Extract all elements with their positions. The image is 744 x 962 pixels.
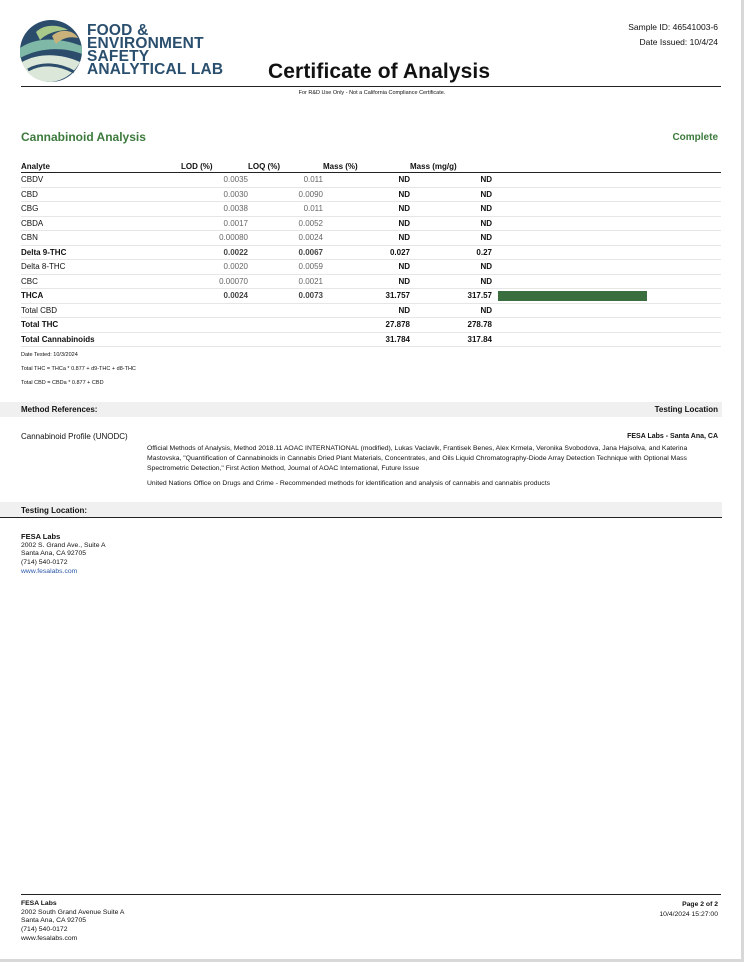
mass-pct-cell: ND	[323, 202, 410, 217]
testing-location-header	[0, 502, 722, 517]
lod-cell: 0.00080	[181, 231, 248, 246]
table-row	[21, 245, 721, 260]
sample-info	[628, 20, 718, 50]
bar-cell	[492, 274, 721, 289]
status-badge: Complete	[672, 132, 718, 143]
table-row	[21, 202, 721, 217]
table-row	[21, 303, 721, 318]
table-row	[21, 332, 721, 347]
method-name: Cannabinoid Profile (UNODC)	[21, 432, 128, 441]
lod-cell: 0.0020	[181, 260, 248, 275]
analyte-cell: Total CBD	[21, 303, 181, 318]
mass-pct-cell: ND	[323, 260, 410, 275]
lab-logo-icon	[18, 18, 84, 84]
bar-cell	[492, 260, 721, 275]
lab-phone: (714) 540-0172	[21, 559, 68, 567]
bar-cell	[492, 216, 721, 231]
total-thc-formula: Total THC = THCa * 0.877 + d9-THC + d8-THC	[21, 366, 136, 372]
table-row	[21, 274, 721, 289]
loq-cell: 0.0090	[248, 187, 323, 202]
testing-location-heading: Testing Location:	[21, 506, 88, 515]
loq-cell: 0.0067	[248, 245, 323, 260]
logo-wordmark	[87, 24, 223, 76]
table-row	[21, 187, 721, 202]
bar-cell	[492, 173, 721, 188]
analyte-cell: CBD	[21, 187, 181, 202]
mass-mg-cell: 317.57	[410, 289, 492, 304]
page-title: Certificate of Analysis	[268, 60, 491, 83]
analyte-cell: CBDA	[21, 216, 181, 231]
analyte-cell: Delta 8-THC	[21, 260, 181, 275]
lod-cell: 0.0035	[181, 173, 248, 188]
bar-cell	[492, 332, 721, 347]
mass-pct-cell: 31.784	[323, 332, 410, 347]
analyte-cell: CBC	[21, 274, 181, 289]
bar-cell	[492, 202, 721, 217]
concentration-bar	[498, 291, 647, 301]
mass-pct-cell: ND	[323, 216, 410, 231]
mass-pct-cell: ND	[323, 274, 410, 289]
method-references-header	[0, 402, 722, 417]
logo-line: FOOD &	[87, 22, 149, 39]
page-number: Page 2 of 2	[682, 901, 718, 908]
lab-address-line2: Santa Ana, CA 92705	[21, 550, 87, 558]
logo-line: SAFETY	[87, 48, 150, 65]
print-timestamp: 10/4/2024 15:27:00	[659, 911, 718, 918]
method-location: FESA Labs - Santa Ana, CA	[627, 433, 718, 440]
footer-address-line1: 2002 South Grand Avenue Suite A	[21, 908, 125, 916]
lod-cell: 0.0024	[181, 289, 248, 304]
mass-mg-cell: 317.84	[410, 332, 492, 347]
method-references-label: Method References:	[21, 405, 98, 414]
loq-cell: 0.0024	[248, 231, 323, 246]
mass-mg-cell: ND	[410, 173, 492, 188]
column-header: Analyte	[21, 160, 181, 173]
mass-mg-cell: ND	[410, 216, 492, 231]
loq-cell	[248, 318, 323, 333]
mass-mg-cell: ND	[410, 274, 492, 289]
footer-address	[21, 900, 124, 944]
analyte-cell: Delta 9-THC	[21, 245, 181, 260]
footer-divider	[21, 894, 721, 895]
mass-pct-cell: 31.757	[323, 289, 410, 304]
analyte-cell: THCA	[21, 289, 181, 304]
lod-cell: 0.0038	[181, 202, 248, 217]
date-tested: Date Tested: 10/3/2024	[21, 352, 78, 358]
loq-cell: 0.0021	[248, 274, 323, 289]
mass-mg-cell: 278.78	[410, 318, 492, 333]
lod-cell	[181, 303, 248, 318]
loq-cell: 0.011	[248, 173, 323, 188]
table-body	[21, 173, 721, 347]
mass-mg-cell: 0.27	[410, 245, 492, 260]
loq-cell: 0.0059	[248, 260, 323, 275]
analyte-cell: CBG	[21, 202, 181, 217]
lab-address-line1: 2002 S. Grand Ave., Suite A	[21, 541, 106, 549]
sample-id: Sample ID: 46541003-6	[628, 22, 718, 32]
section-title: Cannabinoid Analysis	[21, 130, 146, 144]
loq-cell: 0.0073	[248, 289, 323, 304]
mass-mg-cell: ND	[410, 260, 492, 275]
analyte-cell: CBN	[21, 231, 181, 246]
mass-mg-cell: ND	[410, 303, 492, 318]
compliance-note: For R&D Use Only - Not a California Compliance Certificate.	[298, 90, 446, 96]
table-header-row	[21, 160, 721, 173]
column-header: LOQ (%)	[248, 160, 323, 173]
table-row	[21, 173, 721, 188]
testing-location-divider	[0, 517, 722, 518]
lod-cell: 0.0030	[181, 187, 248, 202]
lod-cell	[181, 318, 248, 333]
bar-cell	[492, 318, 721, 333]
mass-pct-cell: ND	[323, 303, 410, 318]
footer-address-line2: Santa Ana, CA 92705	[21, 917, 87, 925]
analyte-cell: Total THC	[21, 318, 181, 333]
table-row	[21, 260, 721, 275]
bar-cell	[492, 231, 721, 246]
lod-cell: 0.0017	[181, 216, 248, 231]
lod-cell: 0.00070	[181, 274, 248, 289]
mass-mg-cell: ND	[410, 202, 492, 217]
lab-address-block	[21, 533, 106, 577]
loq-cell: 0.0052	[248, 216, 323, 231]
mass-pct-cell: ND	[323, 231, 410, 246]
bar-column-header	[492, 160, 721, 173]
bar-cell	[492, 187, 721, 202]
bar-cell	[492, 245, 721, 260]
date-issued: Date Issued: 10/4/24	[639, 37, 718, 47]
header-divider	[21, 86, 721, 87]
table-row	[21, 216, 721, 231]
table-row	[21, 318, 721, 333]
analyte-cell: CBDV	[21, 173, 181, 188]
mass-pct-cell: 27.878	[323, 318, 410, 333]
lod-cell	[181, 332, 248, 347]
mass-mg-cell: ND	[410, 231, 492, 246]
analyte-cell: Total Cannabinoids	[21, 332, 181, 347]
loq-cell	[248, 303, 323, 318]
bar-cell	[492, 289, 721, 304]
lab-website-link[interactable]: www.fesalabs.com	[21, 567, 78, 575]
lab-name: FESA Labs	[21, 532, 61, 541]
total-cbd-formula: Total CBD = CBDa * 0.877 + CBD	[21, 380, 104, 386]
table-row	[21, 289, 721, 304]
loq-cell: 0.011	[248, 202, 323, 217]
footer-lab-name: FESA Labs	[21, 900, 57, 907]
method-reference-aoac: Official Methods of Analysis, Method 2018.11 AOAC INTERNATIONAL (modified), Lukas Vaclavik, Frantisek Benes, Alex Krmela, Veronika Svobodova, Jana Hajsolva, and Katerina Mastovska, "Quantification of Cannabinoids in Cannabis Dried Plant Materials, Concentrates, and Oils Liquid Chromatography-Diode Array Detection Technique with Optional Mass Spectrometric Detection," First Action Method, Journal of AOAC International, Future Issue	[147, 445, 688, 472]
lod-cell: 0.0022	[181, 245, 248, 260]
footer-phone: (714) 540-0172	[21, 926, 68, 934]
mass-pct-cell: ND	[323, 187, 410, 202]
loq-cell	[248, 332, 323, 347]
testing-location-label: Testing Location	[654, 405, 718, 414]
footer-website: www.fesalabs.com	[21, 934, 78, 942]
table-row	[21, 231, 721, 246]
method-reference-unodc: United Nations Office on Drugs and Crime - Recommended methods for identification and analysis of cannabis and cannabis products	[147, 480, 550, 487]
logo-line: ENVIRONMENT	[87, 35, 204, 52]
column-header: Mass (mg/g)	[410, 160, 492, 173]
mass-pct-cell: 0.027	[323, 245, 410, 260]
cannabinoid-table	[21, 160, 721, 347]
logo-line: ANALYTICAL LAB	[87, 61, 224, 78]
column-header: LOD (%)	[181, 160, 248, 173]
footer-page-info	[659, 900, 718, 920]
mass-mg-cell: ND	[410, 187, 492, 202]
bar-cell	[492, 303, 721, 318]
column-header: Mass (%)	[323, 160, 410, 173]
mass-pct-cell: ND	[323, 173, 410, 188]
